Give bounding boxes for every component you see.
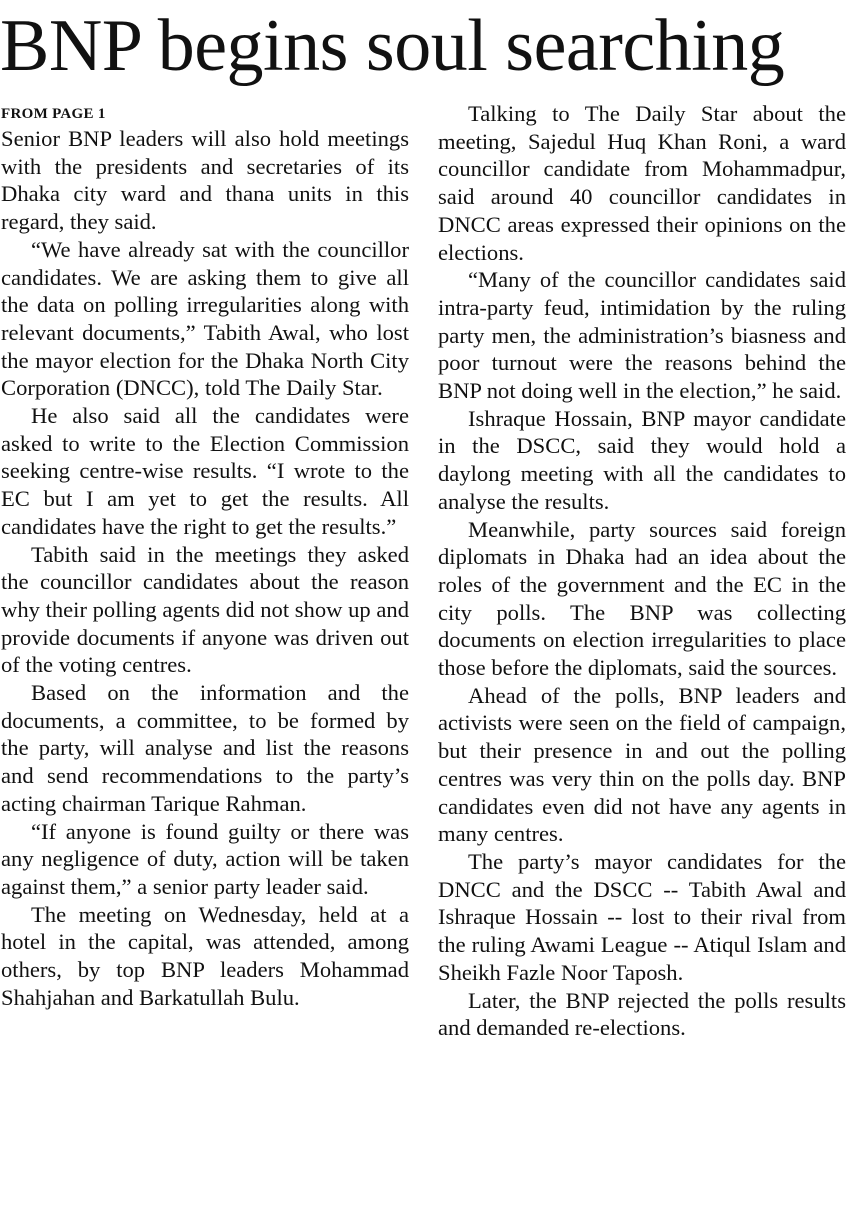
right-column — [438, 100, 846, 1042]
paragraph: Tabith said in the meetings they asked the councillor candidates about the reason why their polling agents did not show up and provide documents if anyone was driven out of the voting centres. — [1, 541, 409, 678]
paragraph: “Many of the councillor candidates said intra-party feud, intimidation by the ruling party men, the administration’s biasness and poor turnout were the reasons behind the BNP not doing well in the election,” he said. — [438, 267, 846, 404]
paragraph: Ishraque Hossain, BNP mayor candidate in the DSCC, said they would hold a daylong meeting with all the candidates to analyse the results. — [438, 405, 846, 514]
paragraph: The party’s mayor candidates for the DNCC and the DSCC -- Tabith Awal and Ishraque Hossain -- lost to their rival from the ruling Awami League -- Atiqul Islam and Sheikh Fazle Noor Taposh. — [438, 848, 846, 985]
paragraph: The meeting on Wednesday, held at a hotel in the capital, was attended, among others, by top BNP leaders Mohammad Shahjahan and Barkatullah Bulu. — [1, 901, 409, 1010]
paragraph: Later, the BNP rejected the polls results and demanded re-elections. — [438, 987, 846, 1041]
paragraph: “We have already sat with the councillor candidates. We are asking them to give all the data on polling irregularities along with relevant documents,” Tabith Awal, who lost the mayor election for the Dhaka North City Corporation (DNCC), told The Daily Star. — [1, 236, 409, 401]
paragraph: Meanwhile, party sources said foreign diplomats in Dhaka had an idea about the roles of the government and the EC in the city polls. The BNP was collecting documents on election irregularities to place those before the diplomats, said the sources. — [438, 516, 846, 681]
dateline: FROM PAGE 1 — [1, 106, 106, 122]
paragraph: Based on the information and the documents, a committee, to be formed by the party, will analyse and list the reasons and send recommendations to the party’s acting chairman Tarique Rahman. — [1, 680, 409, 816]
paragraph: Senior BNP leaders will also hold meetings with the presidents and secretaries of its Dhaka city ward and thana units in this regard, they said. — [1, 126, 409, 235]
paragraph: “If anyone is found guilty or there was any negligence of duty, action will be taken against them,” a senior party leader said. — [1, 818, 409, 899]
paragraph: Ahead of the polls, BNP leaders and activists were seen on the field of campaign, but their presence in and out the polling centres was very thin on the polls day. BNP candidates even did not have any agents in many centres. — [438, 682, 846, 847]
left-column — [1, 103, 409, 1012]
paragraph: He also said all the candidates were asked to write to the Election Commission seeking centre-wise results. “I wrote to the EC but I am yet to get the results. All candidates have the right to get the results.” — [1, 403, 409, 539]
paragraph: Talking to The Daily Star about the meeting, Sajedul Huq Khan Roni, a ward councillor candidate from Mohammadpur, said around 40 councillor candidates in DNCC areas expressed their opinions on the elections. — [438, 101, 846, 265]
headline: BNP begins soul searching — [0, 5, 785, 87]
